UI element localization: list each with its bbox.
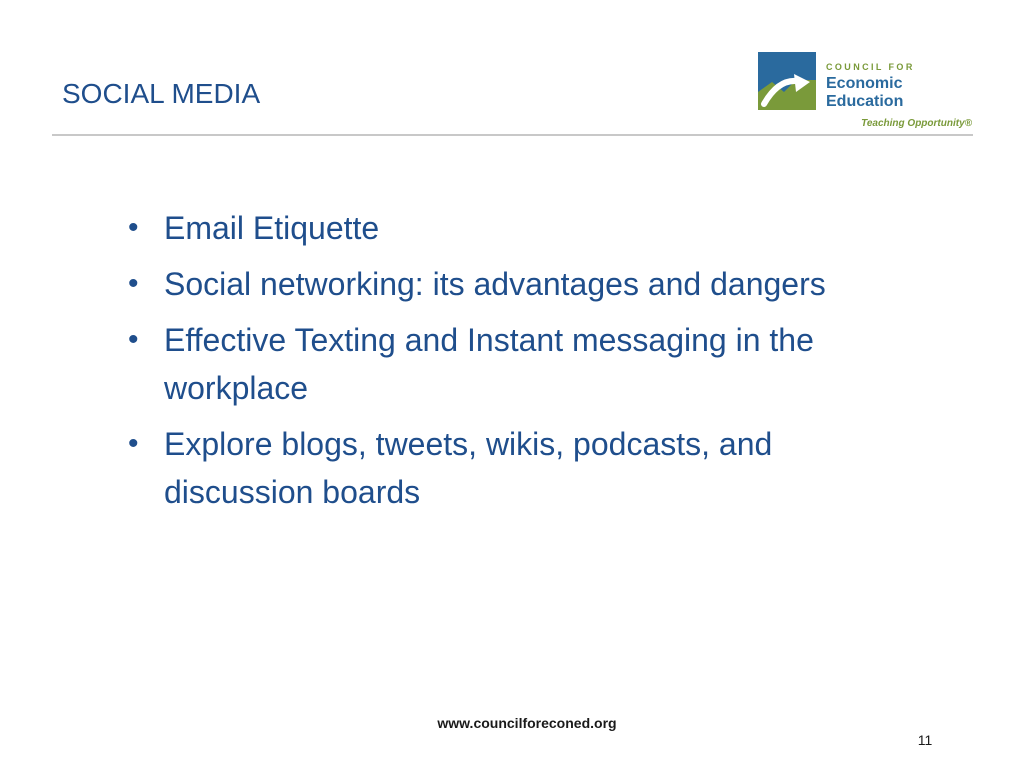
bullet-text: Effective Texting and Instant messaging in the workplace bbox=[164, 322, 814, 406]
bullet-item bbox=[126, 420, 866, 516]
logo-line-council-for: COUNCIL FOR bbox=[826, 62, 915, 72]
council-for-economic-education-logo bbox=[758, 52, 974, 134]
logo-line-economic: Economic bbox=[826, 75, 903, 92]
arrow-logo-icon bbox=[758, 52, 816, 110]
slide-title: SOCIAL MEDIA bbox=[62, 78, 261, 109]
logo-tagline: Teaching Opportunity® bbox=[861, 118, 972, 129]
bullet-item bbox=[126, 204, 866, 252]
bullet-icon: • bbox=[128, 267, 139, 300]
bullet-text: Social networking: its advantages and dangers bbox=[164, 266, 826, 302]
title-divider bbox=[52, 134, 973, 136]
bullet-text: Explore blogs, tweets, wikis, podcasts, and discussion boards bbox=[164, 426, 773, 510]
bullet-item bbox=[126, 316, 866, 412]
bullet-text: Email Etiquette bbox=[164, 210, 380, 246]
bullet-list bbox=[126, 204, 866, 524]
bullet-item bbox=[126, 260, 866, 308]
footer-url: www.councilforeconed.org bbox=[437, 715, 617, 731]
bullet-icon: • bbox=[128, 323, 139, 356]
bullet-icon: • bbox=[128, 211, 139, 244]
page-number: 11 bbox=[917, 732, 933, 748]
bullet-icon: • bbox=[128, 427, 139, 460]
logo-line-education: Education bbox=[826, 93, 904, 110]
